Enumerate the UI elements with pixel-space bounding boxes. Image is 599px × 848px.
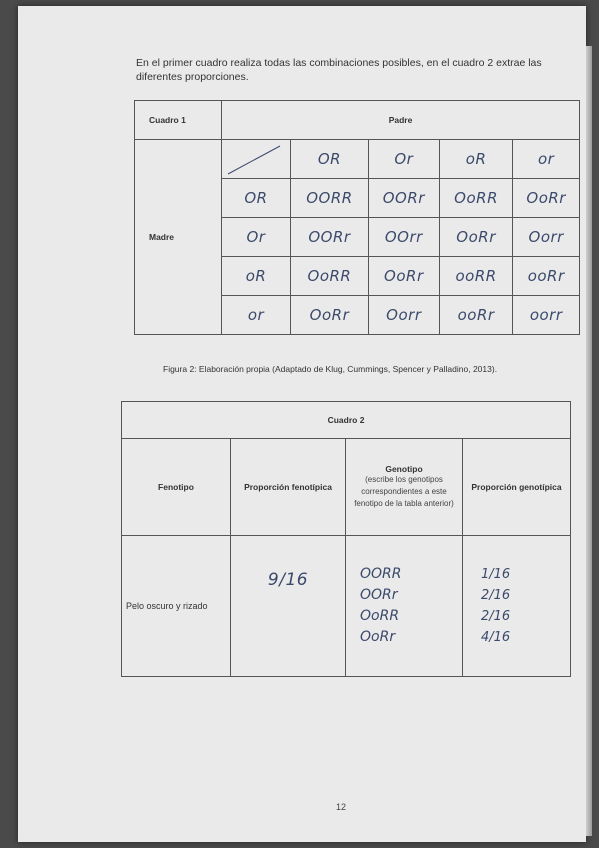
genotype-item: OORR <box>360 566 402 582</box>
proporcion-fenotipica-value: 9/16 <box>231 536 346 677</box>
mother-gamete: Or <box>222 218 291 257</box>
mother-label: Madre <box>135 140 222 335</box>
genotype-cell: ooRr <box>439 296 513 335</box>
genotype-cell: ooRR <box>439 257 513 296</box>
mother-gamete: or <box>222 296 291 335</box>
genotype-cell: OoRr <box>439 218 513 257</box>
genotipo-values <box>346 536 463 677</box>
genotype-cell: oorr <box>513 296 580 335</box>
header-proporcion-genotipica: Proporción genotípica <box>463 439 571 536</box>
parent-gamete: oR <box>439 140 513 179</box>
genotype-item: OoRr <box>360 629 396 645</box>
genotype-cell: ooRr <box>513 257 580 296</box>
mother-gamete: oR <box>222 257 291 296</box>
mother-gamete: OR <box>222 179 291 218</box>
fenotipo-value: Pelo oscuro y rizado <box>122 536 231 677</box>
header-proporcion-fenotipica: Proporción fenotípica <box>231 439 346 536</box>
proportion-item: 2/16 <box>481 609 511 624</box>
genotype-cell: OoRR <box>439 179 513 218</box>
genotype-cell: OoRr <box>368 257 439 296</box>
genotype-cell: OORr <box>368 179 439 218</box>
genotype-cell: OORr <box>291 218 369 257</box>
figure-caption: Figura 2: Elaboración propia (Adaptado de Klug, Cummings, Spencer y Palladino, 2013). <box>163 364 498 374</box>
genotype-cell: OOrr <box>368 218 439 257</box>
genotype-cell: OoRr <box>291 296 369 335</box>
genotipo-note: (escribe los genotipos correspondientes a este fenotipo de la tabla anterior) <box>354 475 454 508</box>
proportions-table <box>121 401 571 677</box>
proporcion-genotipica-values <box>463 536 571 677</box>
proportion-item: 4/16 <box>481 630 511 645</box>
proportion-item: 2/16 <box>481 588 511 603</box>
corner-diagonal-cell <box>222 140 291 179</box>
parent-gamete: OR <box>291 140 369 179</box>
genotype-cell: Oorr <box>368 296 439 335</box>
genotype-item: OoRR <box>360 608 400 624</box>
parent-gamete: or <box>513 140 580 179</box>
parent-gamete: Or <box>368 140 439 179</box>
table2-title: Cuadro 2 <box>122 402 571 439</box>
genotype-cell: OoRr <box>513 179 580 218</box>
genotype-cell: Oorr <box>513 218 580 257</box>
genotipo-title: Genotipo <box>385 464 423 474</box>
header-fenotipo: Fenotipo <box>122 439 231 536</box>
page-number: 12 <box>336 802 347 812</box>
genotype-cell: OORR <box>291 179 369 218</box>
genotype-item: OORr <box>360 587 398 603</box>
punnett-table <box>134 100 580 335</box>
header-genotipo <box>346 439 463 536</box>
document-page <box>18 6 586 842</box>
proportion-item: 1/16 <box>481 567 511 582</box>
table1-title: Cuadro 1 <box>135 101 222 140</box>
genotype-cell: OoRR <box>291 257 369 296</box>
parent-label: Padre <box>222 101 580 140</box>
instructions-text: En el primer cuadro realiza todas las combinaciones posibles, en el cuadro 2 extrae las diferentes proporciones. <box>136 57 542 83</box>
